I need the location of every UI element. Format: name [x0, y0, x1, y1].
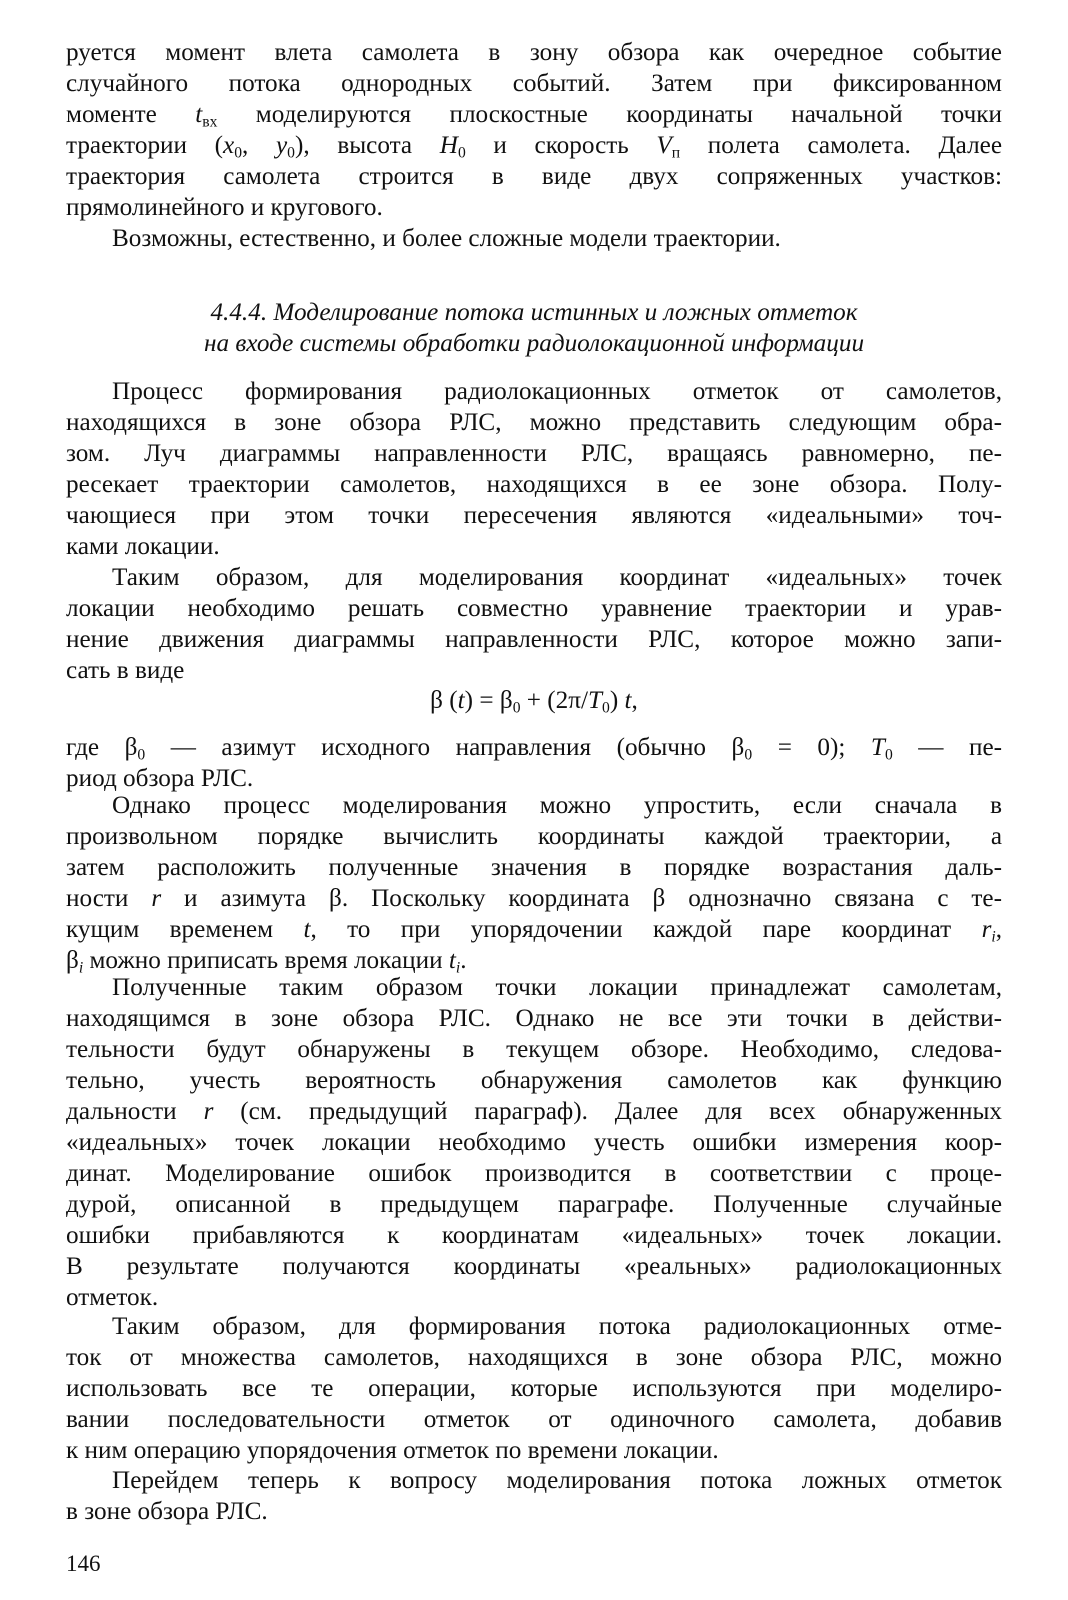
text-line: динат. Моделирование ошибок производится в соответствии с проце- — [66, 1160, 1002, 1187]
text-line: к ним операцию упорядочения отметок по времени локации. — [66, 1437, 719, 1464]
heading-line: на входе системы обработки радиолокационной информации — [203, 330, 865, 357]
text-line: ток от множества самолетов, находящихся в зоне обзора РЛС, можно — [66, 1344, 1002, 1371]
paragraph — [66, 223, 1002, 254]
paragraph — [66, 1311, 1002, 1466]
paragraph — [66, 562, 1002, 686]
paragraph — [66, 1465, 1002, 1527]
paragraph-continued — [66, 37, 1002, 223]
section-heading — [66, 297, 1002, 359]
paragraph — [66, 790, 1002, 976]
text-line: случайного потока однородных событий. Затем при фиксированном — [66, 70, 1002, 97]
text-line: моменте $t_{вх}$ моделируются плоскостные координаты начальной точки — [66, 101, 1002, 131]
text-line: риод обзора РЛС. — [66, 765, 254, 792]
text-line: траектория самолета строится в виде двух сопряженных участков: — [66, 163, 1002, 190]
text-line: локации необходимо решать совместно уравнение траектории и урав- — [66, 595, 1002, 622]
heading-line: 4.4.4. Моделирование потока истинных и ложных отметок — [210, 299, 858, 326]
text-line: ошибки прибавляются к координатам «идеальных» точек локации. — [66, 1222, 1002, 1249]
text-line: тельно, учесть вероятность обнаружения самолетов как функцию — [66, 1067, 1002, 1094]
text-line: Таким образом, для формирования потока радиолокационных отме- — [112, 1313, 1002, 1340]
text-line: находящимся в зоне обзора РЛС. Однако не все эти точки в действи- — [66, 1005, 1002, 1032]
text-line: кущим временем t, то при упорядочении каждой паре координат $r_i$, — [66, 916, 1003, 946]
text-line: дальности r (см. предыдущий параграф). Далее для всех обнаруженных — [66, 1098, 1003, 1125]
text-line: где $\beta_0$ — азимут исходного направления (обычно $\beta_0 = 0$); $T_0$ — пе- — [66, 734, 1003, 764]
page-number: 146 — [66, 1551, 101, 1576]
text-line: Процесс формирования радиолокационных отметок от самолетов, — [112, 378, 1002, 405]
text-line: «идеальных» точек локации необходимо учесть ошибки измерения коор- — [66, 1129, 1002, 1156]
text-line: чающиеся при этом точки пересечения являются «идеальными» точ- — [66, 502, 1002, 529]
text-line: траектории ($x_0$, $y_0$), высота $H_0$ и скорость $V_п$ полета самолета. Далее — [66, 132, 1003, 162]
text-line: Перейдем теперь к вопросу моделирования потока ложных отметок — [112, 1467, 1002, 1494]
text-line: прямолинейного и кругового. — [66, 194, 383, 221]
text-line: руется момент влета самолета в зону обзора как очередное событие — [66, 39, 1002, 66]
text-line: дурой, описанной в предыдущем параграфе. Полученные случайные — [66, 1191, 1002, 1218]
text-line: $\beta_i$ можно приписать время локации $t_i$. — [66, 947, 467, 977]
text-line: произвольном порядке вычислить координаты каждой траектории, а — [66, 823, 1002, 850]
text-line: отметок. — [66, 1284, 159, 1311]
text-line: Возможны, естественно, и более сложные модели траектории. — [112, 225, 781, 252]
formula: β $(t) = \beta_0 + (2\pi/T_0)$ t, — [430, 687, 638, 717]
paragraph — [66, 732, 1002, 794]
text-line: использовать все те операции, которые используются при моделиро- — [66, 1375, 1002, 1402]
text-line: затем расположить полученные значения в порядке возрастания даль- — [66, 854, 1002, 881]
paragraph — [66, 972, 1002, 1313]
text-line: зом. Луч диаграммы направленности РЛС, вращаясь равномерно, пе- — [66, 440, 1002, 467]
text-line: сать в виде — [66, 657, 185, 684]
text-line: ресекает траектории самолетов, находящихся в ее зоне обзора. Полу- — [66, 471, 1002, 498]
text-line: ности r и азимута β. Поскольку координата β однозначно связана с те- — [66, 885, 1003, 912]
text-line: Таким образом, для моделирования координат «идеальных» точек — [112, 564, 1002, 591]
text-line: находящихся в зоне обзора РЛС, можно представить следующим обра- — [66, 409, 1002, 436]
paragraph — [66, 376, 1002, 562]
text-line: нение движения диаграммы направленности РЛС, которое можно запи- — [66, 626, 1002, 653]
text-line: вании последовательности отметок от одиночного самолета, добавив — [66, 1406, 1002, 1433]
text-line: тельности будут обнаружены в текущем обзоре. Необходимо, следова- — [66, 1036, 1002, 1063]
text-line: Однако процесс моделирования можно упростить, если сначала в — [112, 792, 1002, 819]
text-line: Полученные таким образом точки локации принадлежат самолетам, — [112, 974, 1002, 1001]
text-line: ками локации. — [66, 533, 220, 560]
text-line: в зоне обзора РЛС. — [66, 1498, 268, 1525]
text-line: В результате получаются координаты «реальных» радиолокационных — [66, 1253, 1002, 1280]
